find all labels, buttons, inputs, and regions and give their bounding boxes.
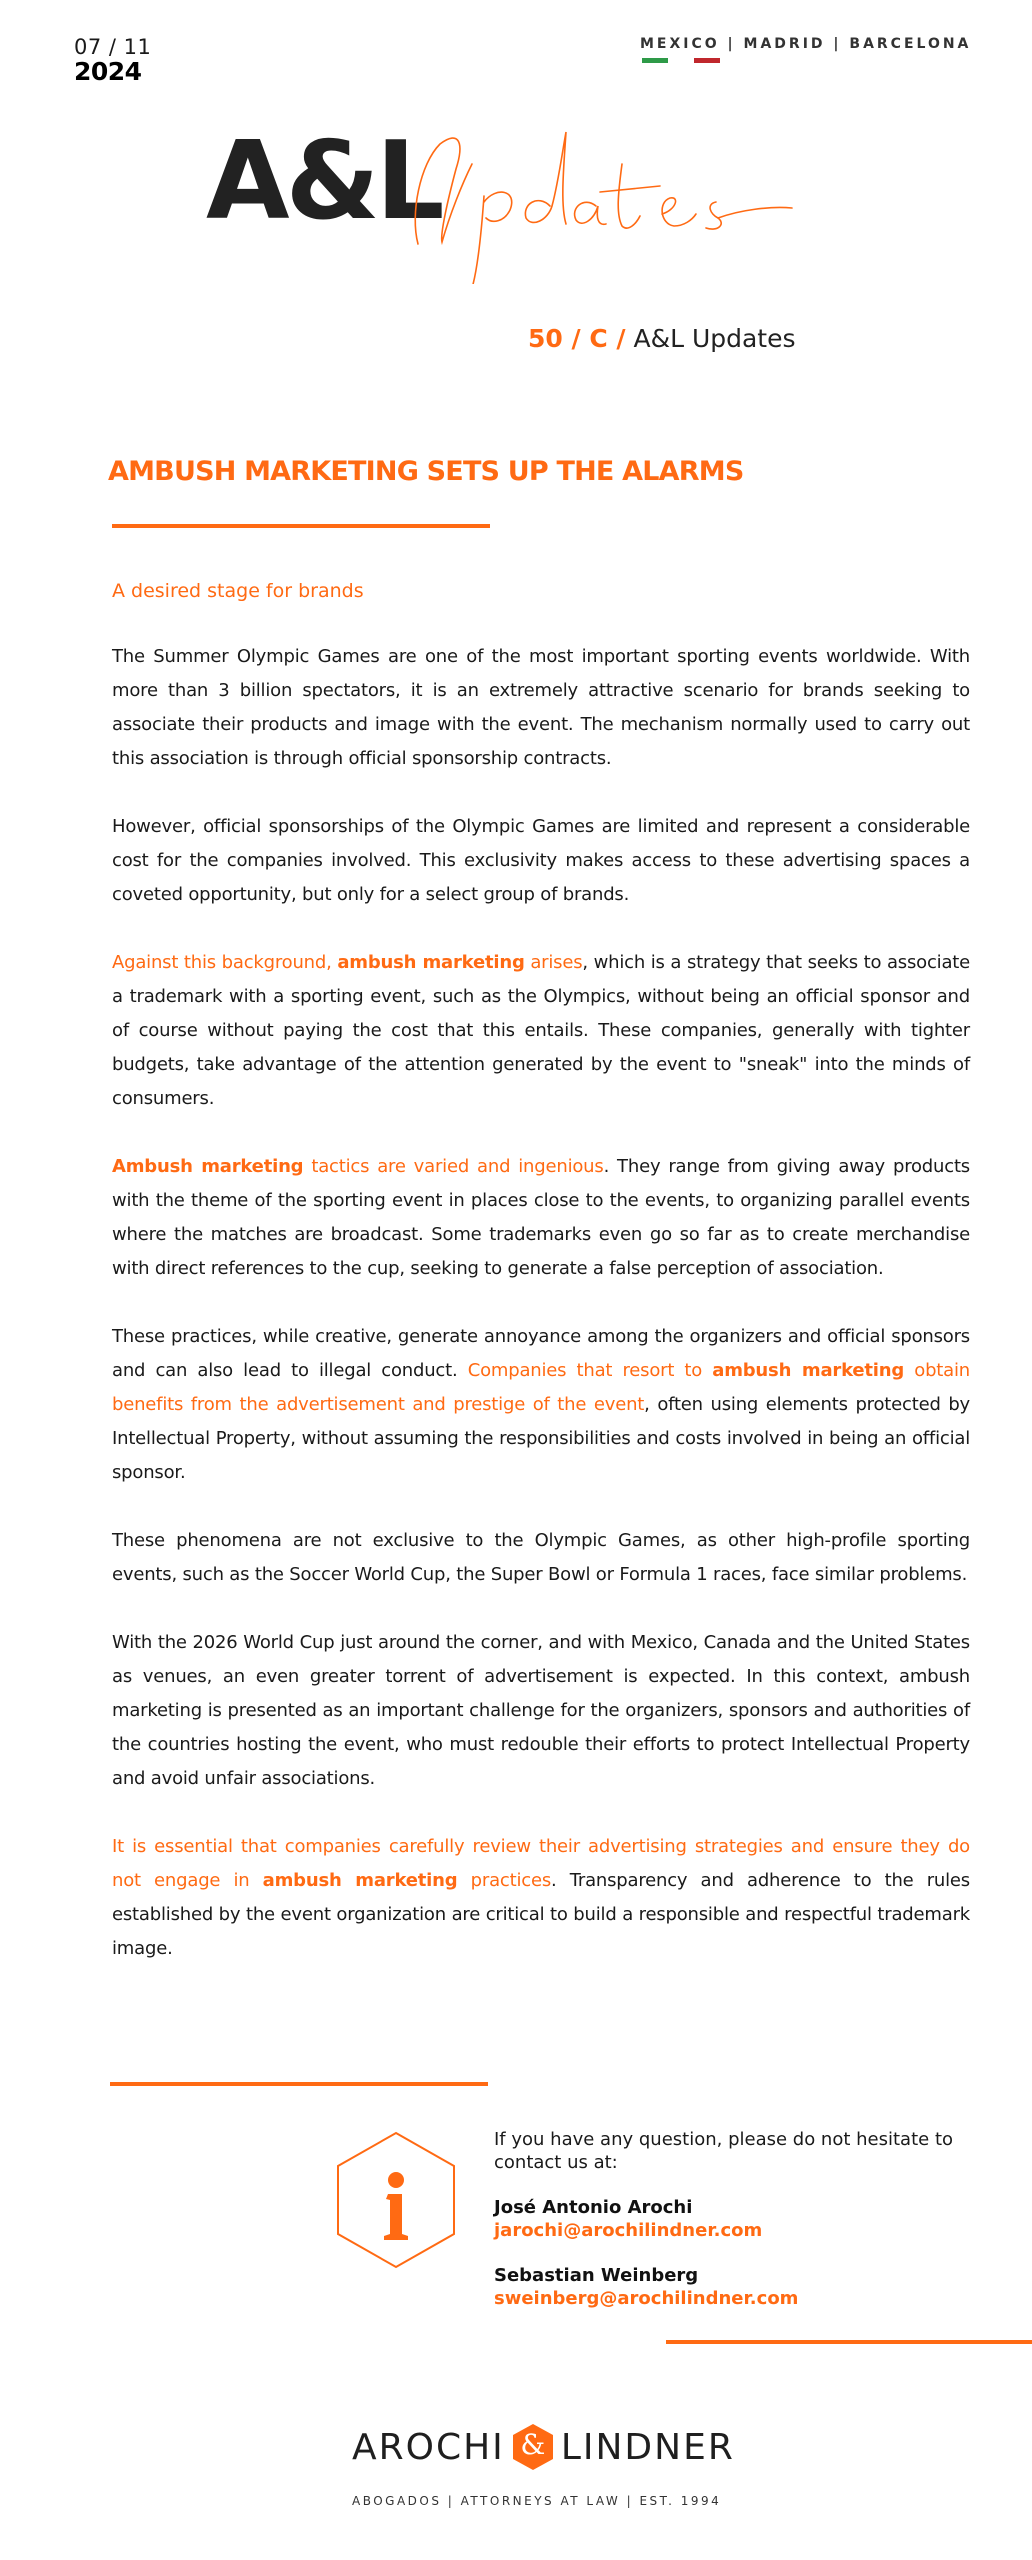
paragraph-text: With the 2026 World Cup just around the corner, and with Mexico, Canada and the United States as venues, an even greater torrent of advertisement is expected. In this context, ambush marketing is presented as an important challenge for the organizers, sponsors and authorities of the countries hosting the event, who must redouble their efforts to protect Intellectual Property and avoid unfair associations.	[112, 1632, 970, 1789]
contact-intro: If you have any question, please do not hesitate to contact us at:	[494, 2129, 954, 2173]
highlighted-text: obtain benefits from the advertisement and prestige of the event	[112, 1360, 970, 1415]
headline-divider	[112, 524, 490, 528]
article-subtitle: A desired stage for brands	[112, 580, 364, 602]
brand-ampersand: &	[520, 2428, 546, 2461]
highlighted-text: Companies that resort to	[467, 1360, 713, 1381]
brand-right: LINDNER	[560, 2426, 735, 2468]
mexico-flag-green-bar	[642, 58, 668, 63]
mexico-flag-red-bar	[694, 58, 720, 63]
article-end-divider	[110, 2082, 488, 2086]
brand-left: AROCHI	[352, 2426, 505, 2468]
date-day-month: 07 / 11	[74, 35, 152, 59]
contact-email-link[interactable]: jarochi@arochilindner.com	[494, 2220, 763, 2241]
contact-name: José Antonio Arochi	[494, 2197, 693, 2218]
paragraph-text: . They range from giving away products with the theme of the sporting event in places close to the events, to organizing parallel events where the matches are broadcast. Some trademarks even go so far as to create merchandise with direct references to the cup, seeking to generate a false perception of association.	[112, 1156, 970, 1279]
date-year: 2024	[74, 57, 142, 86]
contact-person	[494, 2264, 974, 2310]
office-locations: MEXICO | MADRID | BARCELONA	[640, 36, 972, 52]
highlighted-text: ambush marketing	[262, 1870, 458, 1891]
highlighted-text: Against this background,	[112, 952, 338, 973]
contact-email-link[interactable]: sweinberg@arochilindner.com	[494, 2288, 799, 2309]
article-paragraph	[112, 810, 970, 912]
article-body	[112, 640, 970, 2000]
firm-tagline: ABOGADOS | ATTORNEYS AT LAW | EST. 1994	[352, 2494, 722, 2508]
highlighted-text: arises	[524, 952, 583, 973]
paragraph-text: . Transparency and adherence to the rules established by the event organization are critical to build a responsible and respectful trademark image.	[112, 1870, 970, 1959]
info-icon	[334, 2130, 458, 2270]
highlighted-text: ambush marketing	[337, 952, 525, 973]
ampersand-hex-icon	[513, 2424, 553, 2470]
highlighted-text: ambush marketing	[712, 1360, 905, 1381]
issue-label	[528, 324, 796, 353]
al-logo-mark: A&L	[206, 119, 441, 244]
issue-title: A&L Updates	[633, 324, 796, 353]
paragraph-text: The Summer Olympic Games are one of the most important sporting events worldwide. With more than 3 billion spectators, it is an extremely attractive scenario for brands seeking to associate their products and image with the event. The mechanism normally used to carry out this association is through official sponsorship contracts.	[112, 646, 970, 769]
paragraph-text: However, official sponsorships of the Olympic Games are limited and represent a considerable cost for the companies involved. This exclusivity makes access to these advertising spaces a coveted opportunity, but only for a select group of brands.	[112, 816, 970, 905]
article-headline: AMBUSH MARKETING SETS UP THE ALARMS	[108, 456, 744, 487]
contact-person	[494, 2196, 974, 2242]
highlighted-text: tactics are varied and ingenious	[303, 1156, 604, 1177]
article-paragraph	[112, 1830, 970, 1966]
article-paragraph	[112, 640, 970, 776]
paragraph-text: , which is a strategy that seeks to associate a trademark with a sporting event, such as the Olympics, without being an official sponsor and of course without paying the cost that this entails. These companies, generally with tighter budgets, take advantage of the attention generated by the event to "sneak" into the minds of consumers.	[112, 952, 971, 1109]
issue-date	[74, 36, 151, 86]
highlighted-text: Ambush marketing	[112, 1156, 304, 1177]
paragraph-text: These practices, while creative, generate annoyance among the organizers and official sponsors and can also lead to illegal conduct.	[112, 1326, 970, 1381]
article-paragraph	[112, 1320, 970, 1490]
article-paragraph	[112, 946, 970, 1116]
arochi-lindner-logo	[352, 2424, 735, 2470]
article-paragraph	[112, 1524, 970, 1592]
updates-script-logo	[400, 124, 800, 284]
contact-name: Sebastian Weinberg	[494, 2265, 699, 2286]
paragraph-text: , often using elements protected by Intellectual Property, without assuming the responsibilities and costs involved in being an official sponsor.	[112, 1394, 970, 1483]
article-paragraph	[112, 1150, 970, 1286]
article-paragraph	[112, 1626, 970, 1796]
footer-divider	[666, 2340, 1032, 2344]
highlighted-text: practices	[457, 1870, 552, 1891]
paragraph-text: These phenomena are not exclusive to the Olympic Games, as other high-profile sporting events, such as the Soccer World Cup, the Super Bowl or Formula 1 races, face similar problems.	[112, 1530, 970, 1585]
highlighted-text: It is essential that companies carefully review their advertising strategies and ensure they do not engage in	[112, 1836, 970, 1891]
issue-number: 50 / C /	[528, 324, 626, 353]
contact-block	[494, 2128, 974, 2332]
